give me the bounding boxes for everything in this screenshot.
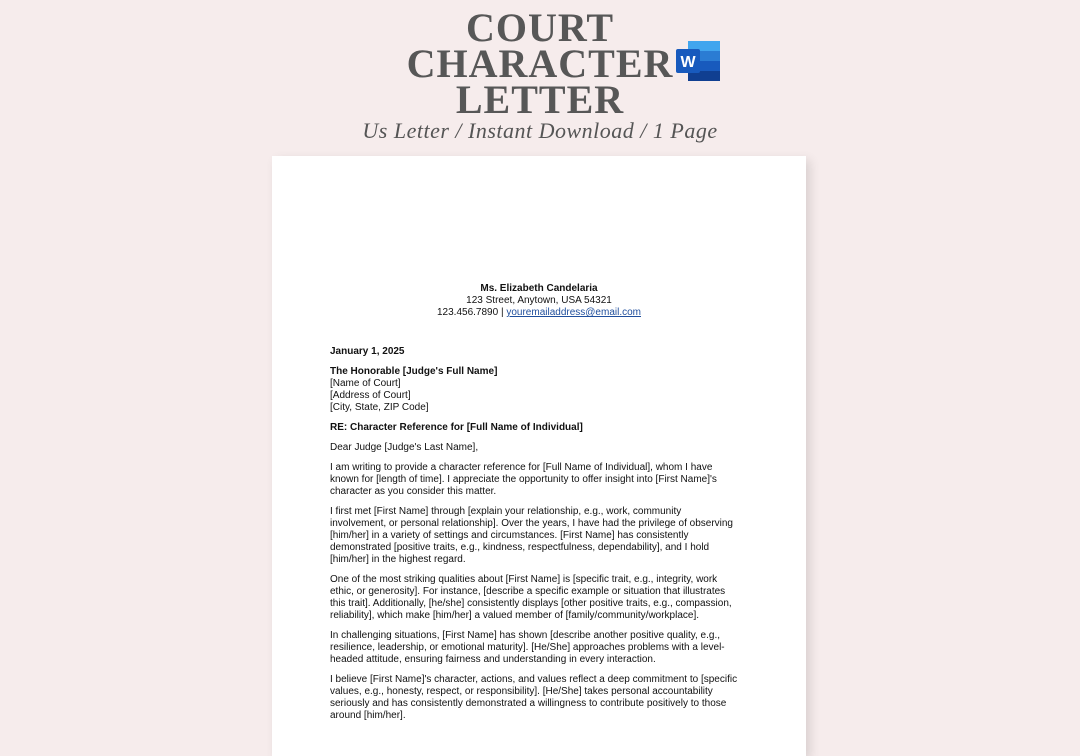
sender-address: 123 Street, Anytown, USA 54321 [466,295,612,306]
word-icon-letter: W [680,54,696,71]
re-line: RE: Character Reference for [Full Name of Individual] [330,422,583,433]
paragraph-1: I am writing to provide a character reference for [Full Name of Individual], whom I have known for [length of time]. I appreciate the opportunity to offer insight into [First Name]'s character as you consider this matter. [330,462,717,497]
title-line-3: LETTER [455,77,625,122]
paragraph-2: I first met [First Name] through [explain your relationship, e.g., work, community involvement, or personal relationship]. Over the years, I have had the privilege of observing [him/her] in a variety of settings and circumstances. [First Name] has consistently demonstrated [positive traits, e.g., kindness, respectfulness, dependability], and I hold [him/her] in the highest regard. [330,506,733,565]
recipient-city: [City, State, ZIP Code] [330,402,429,413]
title-line-2: CHARACTER [406,41,674,86]
paragraph-5: I believe [First Name]'s character, actions, and values reflect a deep commitment to [specific values, e.g., honesty, respect, or responsibility]. [He/She] takes personal accountability seriously and has consistently demonstrated a willingness to contribute positively to those around [him/her]. [330,674,738,721]
recipient-court: [Name of Court] [330,378,401,389]
title-block [0,5,1080,122]
salutation: Dear Judge [Judge's Last Name], [330,442,479,453]
sender-contact [272,307,806,319]
letter-date: January 1, 2025 [330,346,405,357]
sender-name: Ms. Elizabeth Candelaria [480,283,598,294]
letter-page [272,156,806,756]
paragraph-4: In challenging situations, [First Name] has shown [describe another positive quality, e.g., resilience, leadership, or emotional maturity]. [He/She] approaches problems with a level-headed attitude, ensuring fairness and understanding in every interaction. [330,630,725,665]
word-icon [676,41,720,81]
sender-email-link[interactable]: youremailaddress@email.com [506,307,641,318]
title-line-1: COURT [465,5,615,50]
recipient-title: The Honorable [Judge's Full Name] [330,366,498,377]
sender-block [272,283,806,319]
recipient-address: [Address of Court] [330,390,411,401]
paragraph-3: One of the most striking qualities about [First Name] is [specific trait, e.g., integrity, work ethic, or generosity]. For instance, [describe a specific example or situation that illustrates this trait]. Additionally, [he/she] consistently displays [other positive traits, e.g., compassion, reliability], which make [him/her] a valued member of [family/community/workplace]. [330,574,732,621]
subtitle: Us Letter / Instant Download / 1 Page [362,118,718,143]
letter-body [330,346,740,730]
recipient-block [330,366,740,414]
sender-phone: 123.456.7890 | [437,307,504,318]
